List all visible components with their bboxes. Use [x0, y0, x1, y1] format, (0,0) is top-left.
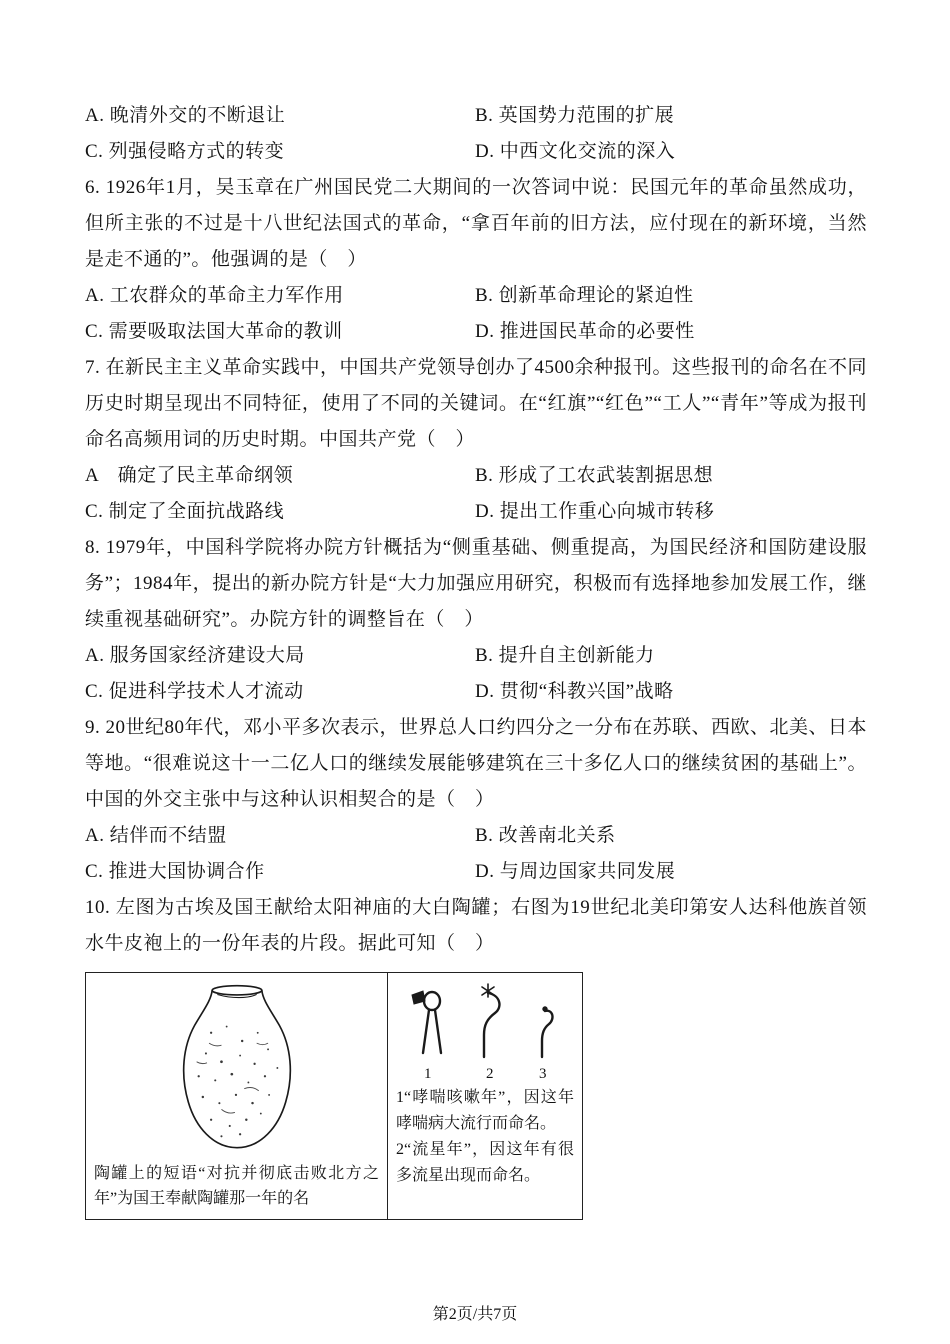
q9-options-row-2 [85, 854, 867, 890]
q8-option-d: D. 贯彻“科教兴国”战略 [475, 681, 674, 702]
q6-options-row-2 [85, 314, 867, 350]
q8-option-a: A. 服务国家经济建设大局 [85, 645, 305, 666]
vase-illustration [148, 981, 326, 1157]
q8-options-row-2 [85, 674, 867, 710]
pictograph-note-1: 1“哮喘咳嗽年”，因这年哮喘病大流行而命名。 [396, 1089, 574, 1132]
q5-option-b: B. 英国势力范围的扩展 [475, 105, 675, 126]
q9-option-a: A. 结伴而不结盟 [85, 825, 227, 846]
q6-option-a: A. 工农群众的革命主力军作用 [85, 285, 344, 306]
q6-option-d: D. 推进国民革命的必要性 [475, 321, 695, 342]
q9-option-c: C. 推进大国协调合作 [85, 861, 265, 882]
q8-stem: 8. 1979年，中国科学院将办院方针概括为“侧重基础、侧重提高，为国民经济和国防建设服务”；1984年，提出的新办院方针是“大力加强应用研究，积极而有选择地参加发展工作，继续重视基础研究”。办院方针的调整旨在（ ） [85, 537, 867, 630]
pictograph-note-2: 2“流星年”，因这年有很多流星出现而命名。 [396, 1141, 574, 1184]
vase-caption: 陶罐上的短语“对抗并彻底击败北方之年”为国王奉献陶罐那一年的名 [94, 1165, 379, 1207]
q9-stem: 9. 20世纪80年代，邓小平多次表示，世界总人口约四分之一分布在苏联、西欧、北美、日本等地。“很难说这十一二亿人口的继续发展能够建筑在三十多亿人口的继续贫困的基础上”。中国的外交主张中与这种认识相契合的是（ ） [85, 717, 868, 810]
symbol-label-2: 2 [486, 1066, 494, 1082]
q6-stem: 6. 1926年1月，吴玉章在广州国民党二大期间的一次答词中说：民国元年的革命虽然成功，但所主张的不过是十八世纪法国式的革命，“拿百年前的旧方法，应付现在的新环境，当然是走不通的”。他强调的是（ ） [85, 177, 867, 270]
q5-option-a: A. 晚清外交的不断退让 [85, 105, 286, 126]
q6-options-row-1 [85, 278, 867, 314]
q10-figure [85, 972, 583, 1220]
q5-option-d: D. 中西文化交流的深入 [475, 141, 676, 162]
q7-option-c: C. 制定了全面抗战路线 [85, 501, 285, 522]
page-footer: 第2页/共7页 [432, 1306, 518, 1323]
q10-stem: 10. 左图为古埃及国王献给太阳神庙的大白陶罐；右图为19世纪北美印第安人达科他族首领水牛皮袍上的一份年表的片段。据此可知（ ） [85, 897, 867, 954]
symbol-label-3: 3 [539, 1066, 547, 1082]
figure-left-panel [86, 973, 388, 1219]
q6-option-b: B. 创新革命理论的紧迫性 [475, 285, 694, 306]
q9-option-d: D. 与周边国家共同发展 [475, 861, 676, 882]
q8-options-row-1 [85, 638, 867, 674]
q7-options-row-1 [85, 458, 867, 494]
q8-option-b: B. 提升自主创新能力 [475, 645, 655, 666]
figure-right-panel [388, 973, 582, 1219]
q9-option-b: B. 改善南北关系 [475, 825, 616, 846]
q7-option-b: B. 形成了工农武装割据思想 [475, 465, 714, 486]
q5-options-row-1 [85, 98, 867, 134]
symbol-label-1: 1 [424, 1066, 432, 1082]
q7-option-d: D. 提出工作重心向城市转移 [475, 501, 715, 522]
q7-stem: 7. 在新民主主义革命实践中，中国共产党领导创办了4500余种报刊。这些报刊的命名在不同历史时期呈现出不同特征，使用了不同的关键词。在“红旗”“红色”“工人”“青年”等成为报刊命名高频用词的历史时期。中国共产党（ ） [85, 357, 868, 450]
q7-option-a: A 确定了民主革命纲领 [85, 465, 294, 486]
q9-options-row-1 [85, 818, 867, 854]
q8-option-c: C. 促进科学技术人才流动 [85, 681, 304, 702]
q7-options-row-2 [85, 494, 867, 530]
exam-content [85, 98, 867, 1220]
q6-option-c: C. 需要吸取法国大革命的教训 [85, 321, 343, 342]
q5-option-c: C. 列强侵略方式的转变 [85, 141, 285, 162]
pictographs-illustration [396, 981, 574, 1083]
q5-options-row-2 [85, 134, 867, 170]
